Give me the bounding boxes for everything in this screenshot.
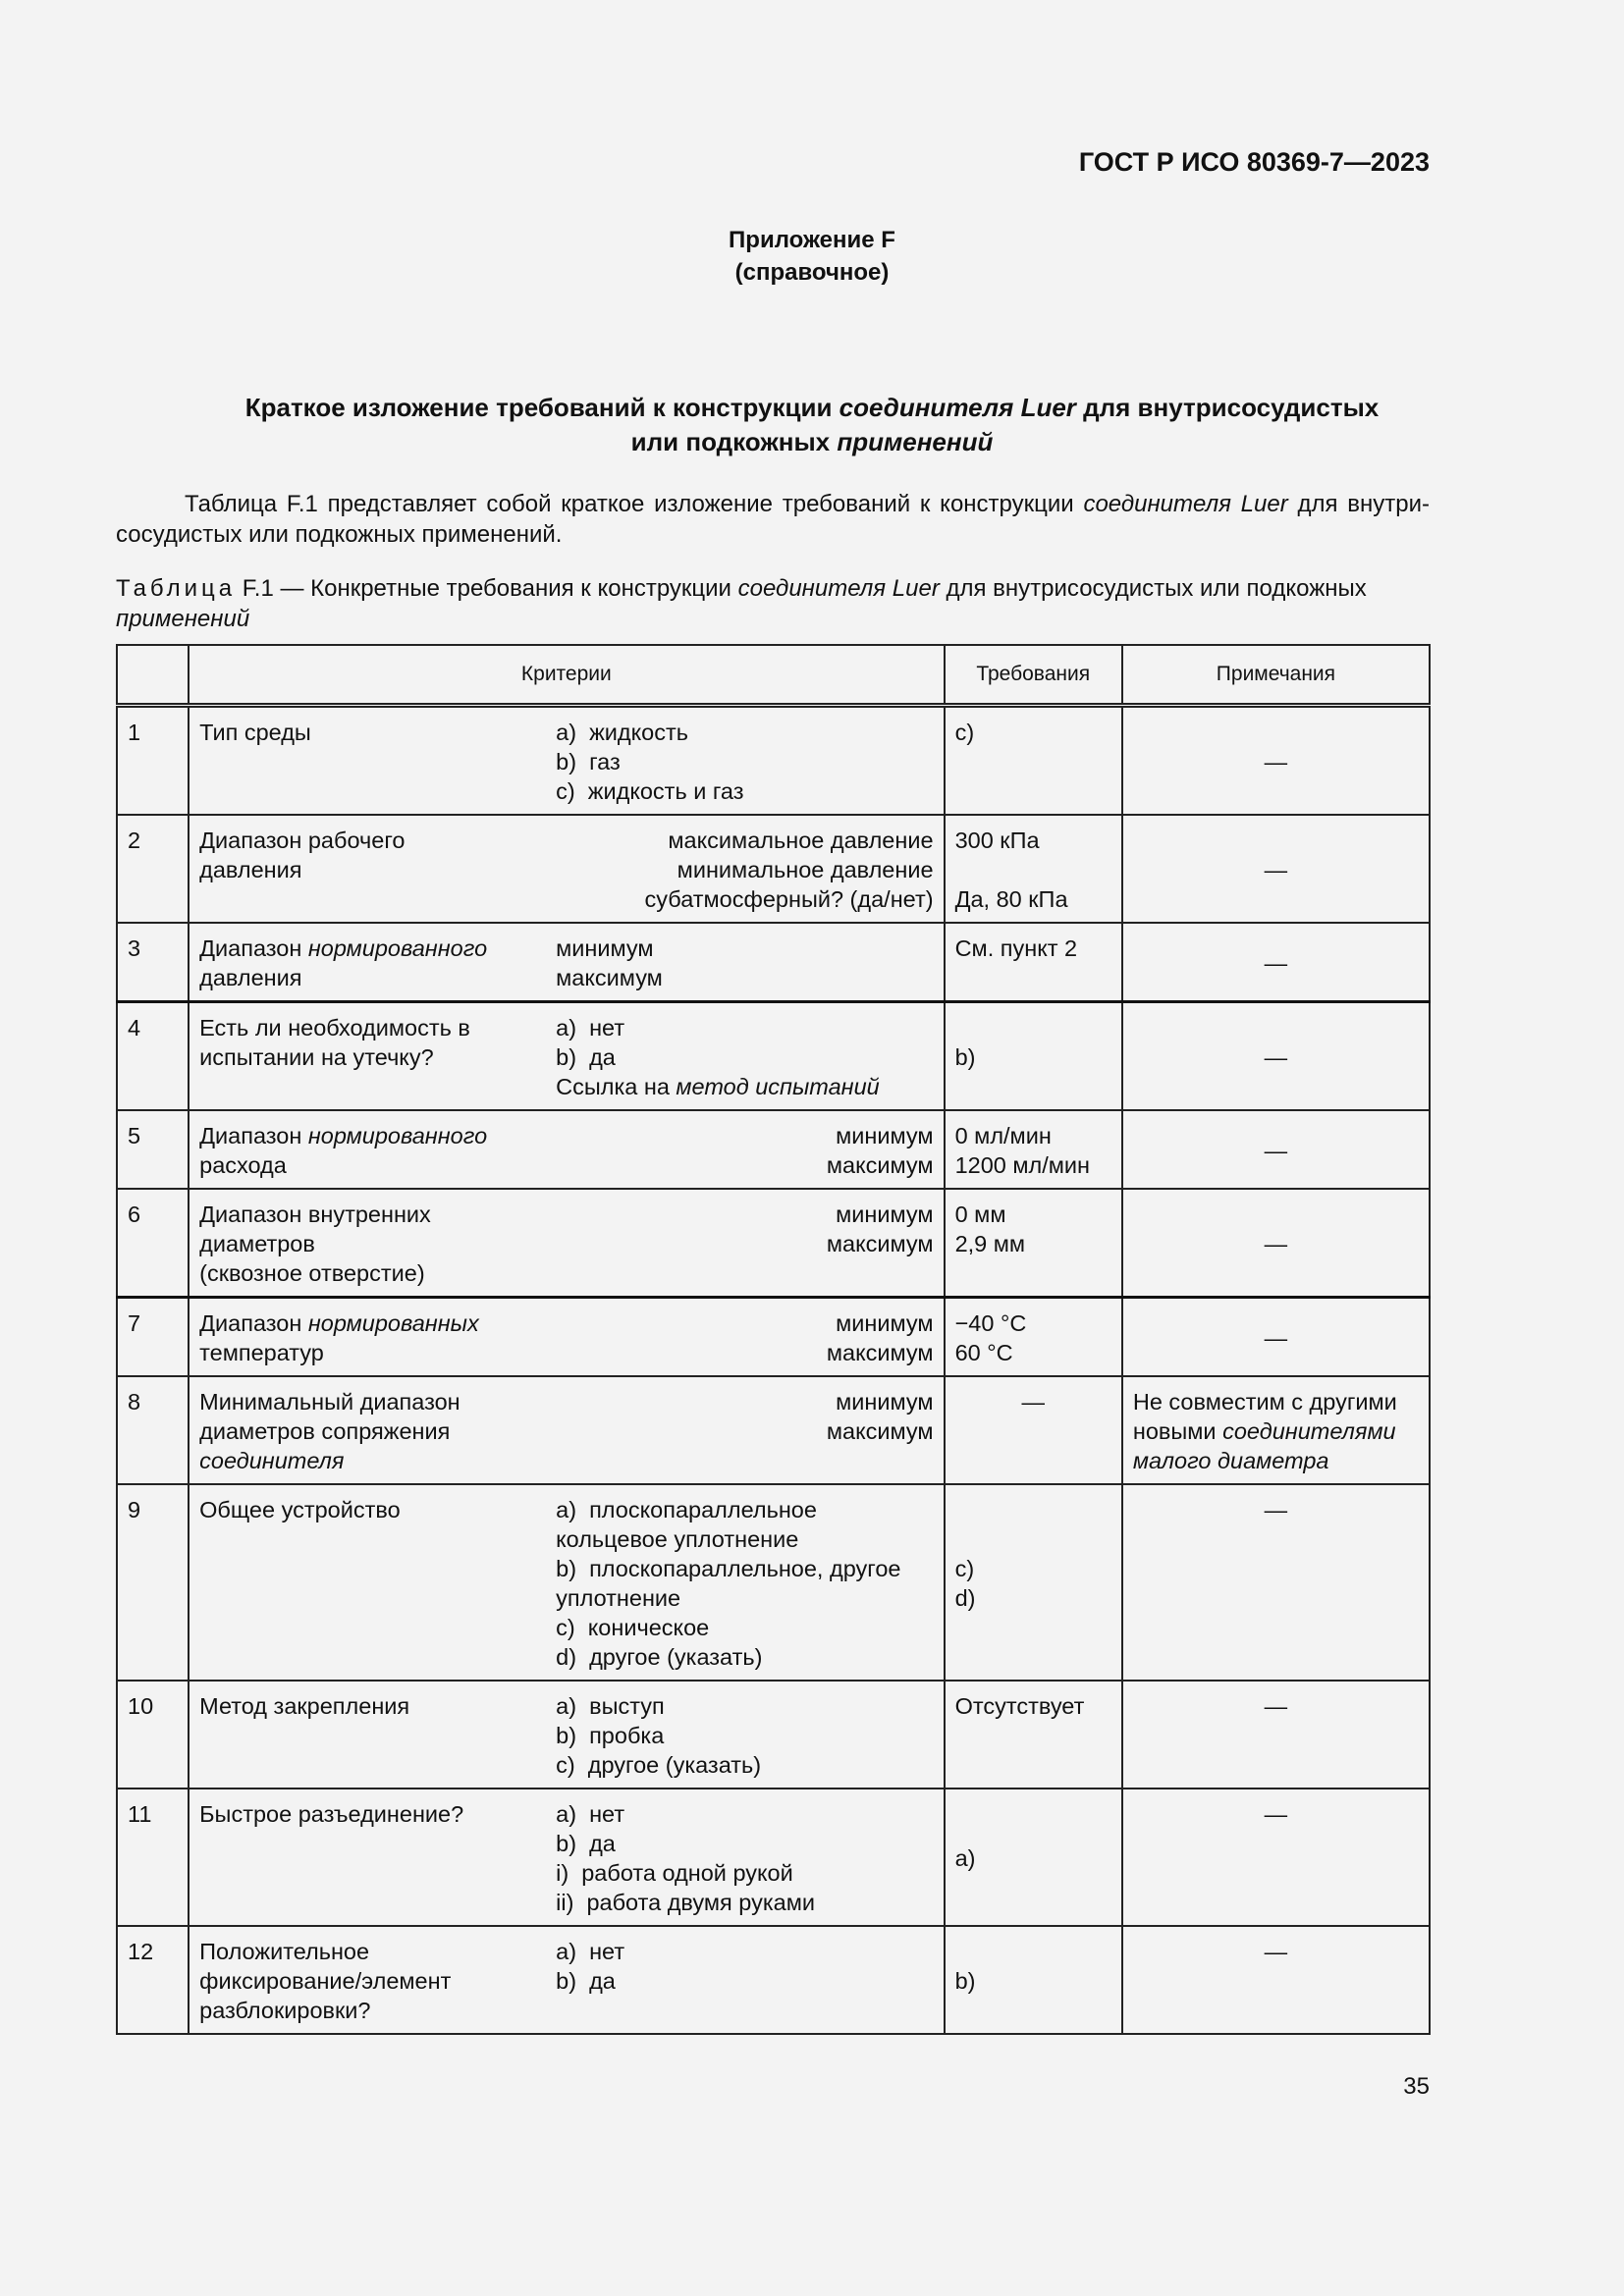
row-note: — bbox=[1122, 1681, 1430, 1789]
criteria-options bbox=[556, 1937, 933, 2025]
criteria-name bbox=[199, 1387, 556, 1475]
header-notes: Примечания bbox=[1122, 645, 1430, 706]
note-text: новыми bbox=[1132, 1418, 1223, 1444]
row-number: 7 bbox=[117, 1298, 189, 1377]
req-line bbox=[955, 855, 1111, 884]
criteria-name: Метод закрепления bbox=[199, 1693, 410, 1719]
name-line: давления bbox=[199, 857, 302, 882]
name-line: диаметров сопряжения bbox=[199, 1418, 451, 1444]
option: максимум bbox=[556, 965, 663, 990]
row-criteria bbox=[189, 1002, 944, 1111]
intro-text: Таблица F.1 представляет собой краткое изложение требований к конструкции bbox=[185, 491, 1084, 517]
row-criteria bbox=[189, 1110, 944, 1189]
row-requirement: a) bbox=[945, 1789, 1122, 1926]
name-line: Минимальный диапазон bbox=[199, 1389, 460, 1415]
option: c) жидкость и газ bbox=[556, 778, 744, 804]
caption-italic: применений bbox=[116, 606, 250, 632]
row-number: 9 bbox=[117, 1484, 189, 1681]
table-row bbox=[117, 1484, 1430, 1681]
row-note: — bbox=[1122, 815, 1430, 923]
note-line: Не совместим с другими bbox=[1132, 1389, 1397, 1415]
note-line bbox=[1133, 1416, 1419, 1446]
table-row bbox=[117, 1376, 1430, 1484]
annex-heading bbox=[0, 224, 1624, 289]
name-line: разблокировки? bbox=[199, 1998, 371, 2023]
ref-italic: метод испытаний bbox=[676, 1074, 880, 1099]
document-code: ГОСТ Р ИСО 80369-7—2023 bbox=[1078, 147, 1430, 177]
row-note: — bbox=[1122, 1110, 1430, 1189]
name-text: расхода bbox=[199, 1152, 287, 1178]
criteria-name bbox=[199, 826, 556, 914]
annex-title: Приложение F bbox=[729, 227, 895, 253]
row-requirement: См. пункт 2 bbox=[945, 923, 1122, 1002]
row-number: 3 bbox=[117, 923, 189, 1002]
option: c) коническое bbox=[556, 1615, 710, 1640]
row-criteria bbox=[189, 1789, 944, 1926]
criteria-name: Тип среды bbox=[199, 720, 311, 745]
row-note: — bbox=[1122, 1189, 1430, 1298]
row-criteria bbox=[189, 1484, 944, 1681]
note-italic: соединителями bbox=[1222, 1418, 1396, 1444]
criteria-name bbox=[199, 1308, 556, 1367]
req-line: d) bbox=[954, 1585, 976, 1611]
option: максимальное давление bbox=[668, 828, 934, 853]
title-italic: применений bbox=[837, 427, 994, 456]
name-italic: соединителя bbox=[199, 1448, 345, 1473]
option: b) плоскопараллельное, другое bbox=[556, 1556, 901, 1581]
criteria-options bbox=[556, 1691, 933, 1780]
header-num bbox=[117, 645, 189, 706]
option: a) плоскопараллельное bbox=[556, 1497, 817, 1522]
page-number: 35 bbox=[1403, 2073, 1430, 2100]
row-requirement: c) bbox=[945, 706, 1122, 816]
req-line: 300 кПа bbox=[954, 828, 1040, 853]
name-line: Положительное bbox=[199, 1939, 370, 1964]
row-requirement: Отсутствует bbox=[945, 1681, 1122, 1789]
req-line: 0 мм bbox=[954, 1201, 1006, 1227]
option: минимум bbox=[556, 935, 654, 961]
option: b) да bbox=[556, 1831, 616, 1856]
criteria-name bbox=[199, 934, 556, 992]
name-text: Диапазон bbox=[199, 1310, 308, 1336]
row-note: — bbox=[1122, 1002, 1430, 1111]
row-requirement: — bbox=[945, 1376, 1122, 1484]
option: субатмосферный? (да/нет) bbox=[644, 886, 934, 912]
criteria-options bbox=[556, 1495, 933, 1672]
row-criteria bbox=[189, 1681, 944, 1789]
name-line: Есть ли необходимость в bbox=[199, 1015, 470, 1041]
option: минимальное давление bbox=[677, 857, 934, 882]
table-row bbox=[117, 1789, 1430, 1926]
option: минимум bbox=[836, 1123, 934, 1148]
option: минимум bbox=[836, 1201, 934, 1227]
row-number: 11 bbox=[117, 1789, 189, 1926]
table-row bbox=[117, 1002, 1430, 1111]
ref-text: Ссылка на bbox=[556, 1074, 677, 1099]
row-criteria bbox=[189, 1376, 944, 1484]
row-criteria bbox=[189, 706, 944, 816]
intro-italic: соединителя Luer bbox=[1083, 491, 1288, 517]
caption-label: Таблица bbox=[116, 575, 237, 602]
name-italic: нормированных bbox=[307, 1310, 479, 1336]
table-row bbox=[117, 1298, 1430, 1377]
title-text: Краткое изложение требований к конструкции bbox=[244, 393, 839, 422]
row-number: 12 bbox=[117, 1926, 189, 2034]
header-requirements: Требования bbox=[945, 645, 1122, 706]
name-text: Диапазон bbox=[199, 935, 308, 961]
title-text: для внутрисосудистых bbox=[1075, 393, 1380, 422]
row-criteria bbox=[189, 923, 944, 1002]
option: c) другое (указать) bbox=[556, 1752, 762, 1778]
title-italic: соединителя Luer bbox=[839, 393, 1076, 422]
table-row bbox=[117, 923, 1430, 1002]
row-number: 5 bbox=[117, 1110, 189, 1189]
row-number: 2 bbox=[117, 815, 189, 923]
section-title bbox=[116, 391, 1508, 459]
name-line: испытании на утечку? bbox=[199, 1044, 434, 1070]
criteria-name: Общее устройство bbox=[199, 1497, 401, 1522]
row-note: — bbox=[1122, 1298, 1430, 1377]
table-header-row bbox=[117, 645, 1430, 706]
option: a) нет bbox=[556, 1015, 625, 1041]
req-line: 60 °C bbox=[954, 1340, 1013, 1365]
row-requirement bbox=[945, 1298, 1122, 1377]
option: a) жидкость bbox=[556, 720, 689, 745]
row-note: — bbox=[1122, 1484, 1430, 1681]
option: a) нет bbox=[556, 1939, 625, 1964]
name-italic: нормированного bbox=[307, 935, 488, 961]
table-row bbox=[117, 1926, 1430, 2034]
name-italic: нормированного bbox=[307, 1123, 488, 1148]
table-caption bbox=[116, 573, 1430, 634]
table-row bbox=[117, 1681, 1430, 1789]
req-line: −40 °C bbox=[954, 1310, 1027, 1336]
intro-text: для внутри-сосудистых или подкожных применений. bbox=[116, 491, 1430, 548]
option: максимум bbox=[826, 1340, 934, 1365]
row-number: 8 bbox=[117, 1376, 189, 1484]
name-text: температур bbox=[199, 1340, 324, 1365]
title-text: или подкожных bbox=[630, 427, 838, 456]
criteria-name bbox=[199, 1013, 556, 1101]
criteria-options bbox=[556, 934, 933, 992]
row-number: 10 bbox=[117, 1681, 189, 1789]
row-note: — bbox=[1122, 1789, 1430, 1926]
criteria-name bbox=[199, 1121, 556, 1180]
criteria-options bbox=[556, 826, 933, 914]
table-row bbox=[117, 1189, 1430, 1298]
name-line: фиксирование/элемент bbox=[199, 1968, 452, 1994]
req-line: 1200 мл/мин bbox=[954, 1152, 1091, 1178]
criteria-options bbox=[556, 718, 933, 806]
annex-subtitle: (справочное) bbox=[734, 259, 890, 286]
option: i) работа одной рукой bbox=[556, 1860, 793, 1886]
option: b) да bbox=[556, 1044, 616, 1070]
test-method-reference bbox=[556, 1072, 933, 1101]
option: a) нет bbox=[556, 1801, 625, 1827]
option: минимум bbox=[836, 1389, 934, 1415]
caption-text: F.1 — Конкретные требования к конструкции bbox=[236, 575, 738, 602]
row-requirement bbox=[945, 1484, 1122, 1681]
req-line: Да, 80 кПа bbox=[954, 886, 1068, 912]
criteria-name bbox=[199, 1200, 556, 1288]
option: b) да bbox=[556, 1968, 616, 1994]
option: кольцевое уплотнение bbox=[556, 1526, 799, 1552]
row-number: 4 bbox=[117, 1002, 189, 1111]
row-criteria bbox=[189, 815, 944, 923]
row-criteria bbox=[189, 1189, 944, 1298]
name-text: Диапазон bbox=[199, 1123, 308, 1148]
row-note bbox=[1122, 1376, 1430, 1484]
criteria-options bbox=[556, 1121, 933, 1180]
criteria-options bbox=[556, 1387, 933, 1475]
name-line: Диапазон рабочего bbox=[199, 828, 406, 853]
name-line: Диапазон внутренних bbox=[199, 1201, 431, 1227]
option: максимум bbox=[826, 1231, 934, 1256]
caption-text: для внутрисосудистых или подкожных bbox=[939, 575, 1367, 602]
name-text: давления bbox=[199, 965, 302, 990]
row-requirement bbox=[945, 1189, 1122, 1298]
note-italic: малого диаметра bbox=[1132, 1448, 1329, 1473]
intro-paragraph bbox=[116, 489, 1430, 550]
option: a) выступ bbox=[556, 1693, 665, 1719]
caption-italic: соединителя Luer bbox=[737, 575, 940, 602]
option: максимум bbox=[826, 1152, 934, 1178]
req-line: 2,9 мм bbox=[954, 1231, 1026, 1256]
row-criteria bbox=[189, 1298, 944, 1377]
name-line: диаметров bbox=[199, 1231, 315, 1256]
criteria-options bbox=[556, 1308, 933, 1367]
row-requirement bbox=[945, 1110, 1122, 1189]
row-requirement bbox=[945, 815, 1122, 923]
table-row bbox=[117, 706, 1430, 816]
name-line: (сквозное отверстие) bbox=[199, 1260, 425, 1286]
criteria-name bbox=[199, 1937, 556, 2025]
criteria-options bbox=[556, 1200, 933, 1288]
option: уплотнение bbox=[556, 1585, 681, 1611]
option: максимум bbox=[826, 1418, 934, 1444]
row-note: — bbox=[1122, 706, 1430, 816]
row-requirement: b) bbox=[945, 1002, 1122, 1111]
table-row bbox=[117, 1110, 1430, 1189]
table-row bbox=[117, 815, 1430, 923]
criteria-name: Быстрое разъединение? bbox=[199, 1801, 464, 1827]
option: d) другое (указать) bbox=[556, 1644, 763, 1670]
option: ii) работа двумя руками bbox=[556, 1890, 815, 1915]
option: минимум bbox=[836, 1310, 934, 1336]
requirements-table bbox=[116, 644, 1431, 2035]
row-number: 1 bbox=[117, 706, 189, 816]
row-number: 6 bbox=[117, 1189, 189, 1298]
req-line: 0 мл/мин bbox=[954, 1123, 1052, 1148]
row-note: — bbox=[1122, 923, 1430, 1002]
row-criteria bbox=[189, 1926, 944, 2034]
criteria-options bbox=[556, 1013, 933, 1101]
option: b) пробка bbox=[556, 1723, 665, 1748]
row-requirement: b) bbox=[945, 1926, 1122, 2034]
row-note: — bbox=[1122, 1926, 1430, 2034]
criteria-options bbox=[556, 1799, 933, 1917]
header-criteria: Критерии bbox=[189, 645, 944, 706]
option: b) газ bbox=[556, 749, 621, 774]
req-line: c) bbox=[954, 1556, 975, 1581]
